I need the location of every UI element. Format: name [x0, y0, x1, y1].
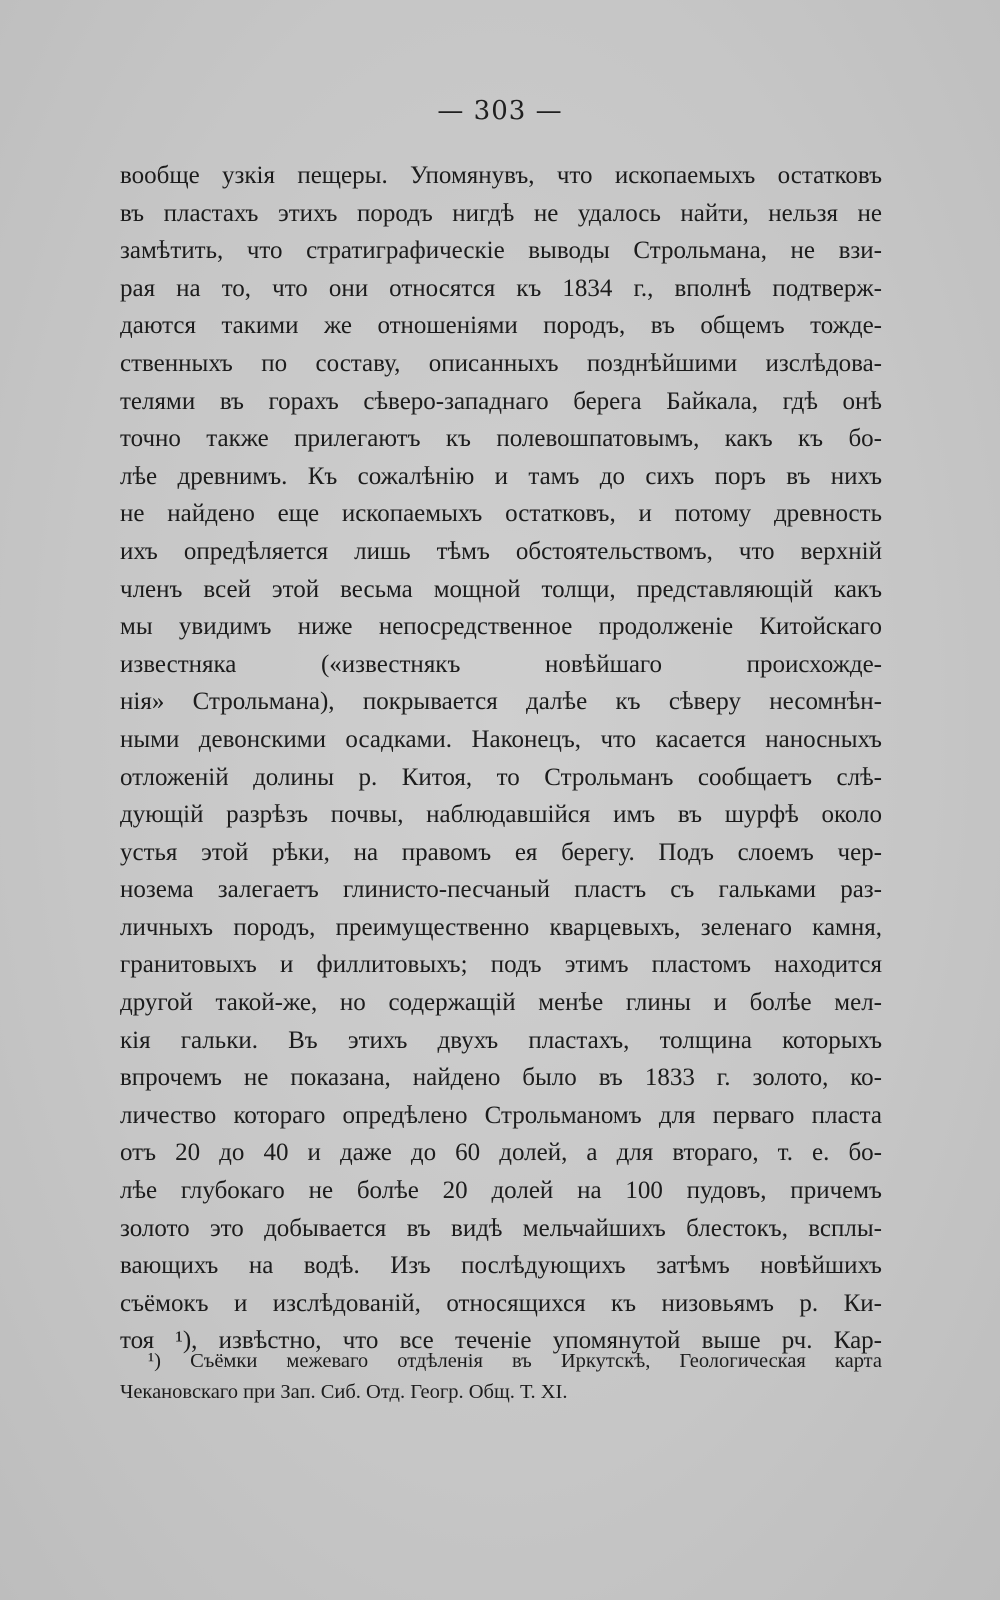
- text-line: вообще узкія пещеры. Упомянувъ, что ископаемыхъ остатковъ: [120, 162, 882, 189]
- text-line: известняка («известнякъ новѣйшаго происхожде-: [120, 650, 882, 678]
- text-line: нозема залегаетъ глинисто-песчаный пластъ съ гальками раз-: [120, 876, 882, 904]
- text-line: отложеній долины р. Китоя, то Строльманъ сообщаетъ слѣ-: [120, 763, 882, 791]
- text-line: нія» Строльмана), покрывается далѣе къ сѣверу несомнѣн-: [120, 688, 882, 716]
- text-line: ихъ опредѣляется лишь тѣмъ обстоятельствомъ, что верхній: [120, 537, 882, 565]
- text-line: отъ 20 до 40 и даже до 60 долей, а для втораго, т. е. бо-: [120, 1139, 882, 1167]
- text-line: тоя ¹), извѣстно, что все теченіе упомянутой выше рч. Кар-: [120, 1327, 882, 1355]
- text-line: вающихъ на водѣ. Изъ послѣдующихъ затѣмъ новѣйшихъ: [120, 1252, 882, 1280]
- text-line: ными девонскими осадками. Наконецъ, что касается наносныхъ: [120, 725, 882, 753]
- text-line: даются такими же отношеніями породъ, въ общемъ тожде-: [120, 312, 882, 340]
- text-line: лѣе древнимъ. Къ сожалѣнію и тамъ до сихъ поръ въ нихъ: [120, 462, 882, 490]
- text-line: мы увидимъ ниже непосредственное продолженіе Китойскаго: [120, 613, 882, 641]
- text-line: членъ всей этой весьма мощной толщи, представляющій какъ: [120, 575, 882, 603]
- text-line: телями въ горахъ сѣверо-западнаго берега Байкала, гдѣ онѣ: [120, 387, 882, 415]
- text-line: не найдено еще ископаемыхъ остатковъ, и потому древность: [120, 500, 882, 528]
- text-line: съёмокъ и изслѣдованій, относящихся къ низовьямъ р. Ки-: [120, 1289, 882, 1317]
- text-line: устья этой рѣки, на правомъ ея берегу. Подъ слоемъ чер-: [120, 838, 882, 866]
- text-line: золото это добывается въ видѣ мельчайшихъ блестокъ, всплы-: [120, 1214, 882, 1242]
- text-line: личество котораго опредѣлено Строльманомъ для перваго пласта: [120, 1101, 882, 1129]
- footnote: [120, 1346, 882, 1408]
- footnote-line: ¹) Съёмки межеваго отдѣленія въ Иркутскѣ, Геологическая карта: [148, 1350, 882, 1372]
- page-number: — 303 —: [437, 96, 563, 126]
- text-line: дующій разрѣзъ почвы, наблюдавшійся имъ въ шурфѣ около: [120, 801, 882, 829]
- text-line: впрочемъ не показана, найдено было въ 1833 г. золото, ко-: [120, 1064, 882, 1092]
- text-line: гранитовыхъ и филлитовыхъ; подъ этимъ пластомъ находится: [120, 951, 882, 979]
- text-line: рая на то, что они относятся къ 1834 г., вполнѣ подтверж-: [120, 274, 882, 302]
- text-line: замѣтить, что стратиграфическіе выводы Строльмана, не взи-: [120, 237, 882, 265]
- text-line: ственныхъ по составу, описанныхъ позднѣйшими изслѣдова-: [120, 349, 882, 377]
- text-line: другой такой-же, но содержащій менѣе глины и болѣе мел-: [120, 989, 882, 1017]
- text-line: лѣе глубокаго не болѣе 20 долей на 100 пудовъ, причемъ: [120, 1177, 882, 1205]
- footnote-line: Чекановскаго при Зап. Сиб. Отд. Геогр. Общ. Т. XI.: [120, 1381, 568, 1403]
- text-line: точно также прилегаютъ къ полевошпатовымъ, какъ къ бо-: [120, 425, 882, 453]
- text-line: кія гальки. Въ этихъ двухъ пластахъ, толщина которыхъ: [120, 1026, 882, 1054]
- text-line: въ пластахъ этихъ породъ нигдѣ не удалось найти, нельзя не: [120, 199, 882, 227]
- text-line: личныхъ породъ, преимущественно кварцевыхъ, зеленаго камня,: [120, 913, 882, 941]
- body-text: [120, 157, 882, 1360]
